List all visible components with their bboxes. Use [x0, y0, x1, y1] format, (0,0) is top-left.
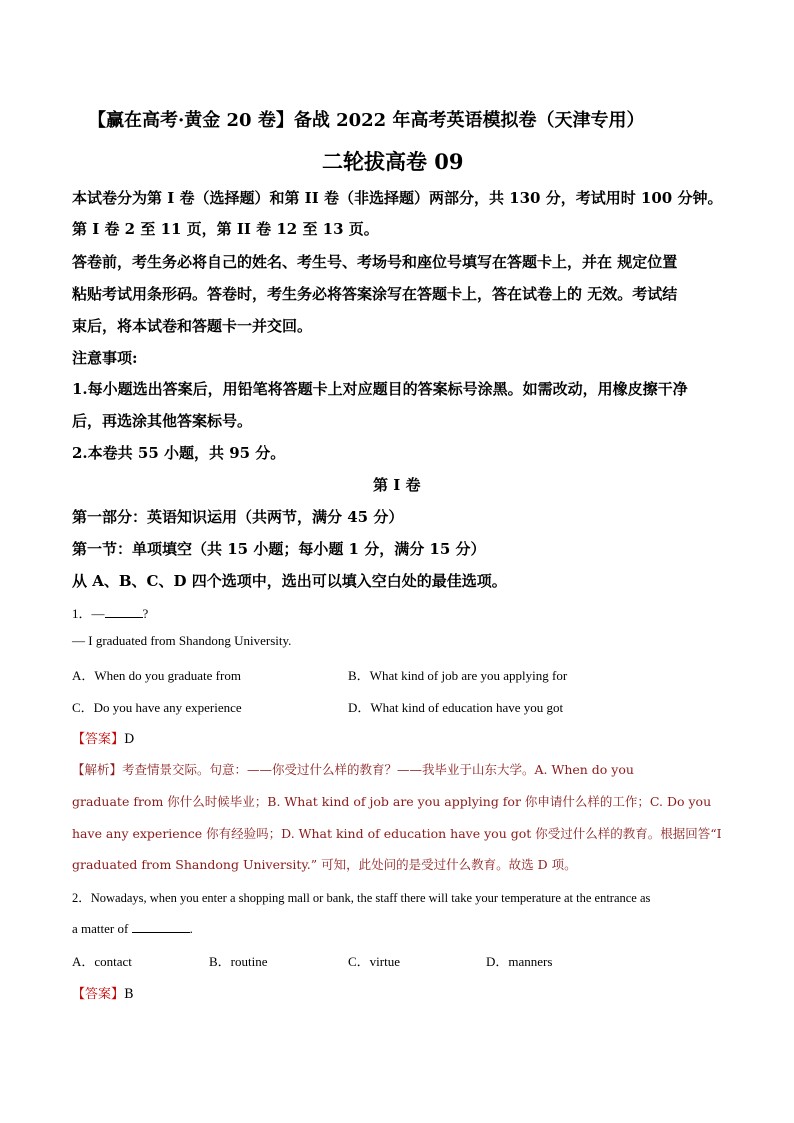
- answer-value: B: [124, 987, 134, 1002]
- notes-line: 1.每小题选出答案后，用铅笔将答题卡上对应题目的答案标号涂黑。如需改动，用橡皮擦干净: [72, 380, 688, 398]
- instruction-text: 从 A、B、C、D 四个选项中，选出可以填入空白处的最佳选项。: [72, 572, 507, 590]
- notes-heading: 注意事项:: [72, 349, 138, 367]
- subsection-heading: 第一节：单项填空（共 15 小题；每小题 1 分，满分 15 分）: [72, 540, 486, 558]
- notes-line: 2.本卷共 55 小题，共 95 分。: [72, 444, 286, 462]
- question-1-stem: [72, 603, 148, 622]
- intro-line: 本试卷分为第 I 卷（选择题）和第 II 卷（非选择题）两部分，共 130 分，考试用时 100 分钟。: [72, 189, 723, 207]
- explanation-line: have any experience 你有经验吗；D. What kind of education have you got 你受过什么样的教育。根据回答“I: [72, 826, 722, 841]
- option-a: A．contact: [72, 954, 132, 969]
- part-heading: 第一部分：英语知识运用（共两节，满分 45 分）: [72, 508, 404, 526]
- explanation-line: [72, 760, 634, 778]
- option-c: C．Do you have any experience: [72, 700, 242, 715]
- question-1-suffix: ?: [142, 606, 149, 621]
- question-2-suffix: .: [189, 921, 193, 936]
- exam-subtitle: 二轮拔高卷 09: [322, 149, 464, 174]
- question-1-prefix: 1．—: [72, 606, 105, 621]
- answer-value: D: [124, 732, 135, 747]
- answer-line: [72, 728, 134, 747]
- explanation-text: 考查情景交际。句意：——你受过什么样的教育？——我毕业于山东大学。A. When do you: [122, 762, 634, 777]
- question-2-stem-cont: [72, 920, 193, 937]
- explanation-label: 【解析】: [72, 762, 123, 777]
- question-1-reply: — I graduated from Shandong University.: [72, 633, 292, 648]
- volume-heading: 第 I 卷: [373, 476, 421, 494]
- explanation-line: graduate from 你什么时候毕业；B. What kind of job are you applying for 你申请什么样的工作；C. Do you: [72, 794, 712, 809]
- answer-label: 【答案】: [72, 732, 125, 747]
- question-2-prefix: a matter of: [72, 921, 129, 936]
- option-c: C．virtue: [348, 954, 400, 969]
- option-d: D．What kind of education have you got: [348, 700, 564, 715]
- option-b: B．routine: [209, 954, 268, 969]
- answer-blank: [105, 605, 143, 618]
- option-b: B．What kind of job are you applying for: [348, 668, 568, 683]
- notes-line: 后，再选涂其他答案标号。: [72, 412, 253, 430]
- answer-blank: [132, 920, 190, 933]
- explanation-line: graduated from Shandong University.” 可知，此处问的是受过什么教育。故选 D 项。: [72, 857, 577, 872]
- question-2-stem: 2．Nowadays, when you enter a shopping mall or bank, the staff there will take your temperature at the entrance as: [72, 891, 651, 905]
- exam-title: 【赢在高考·黄金 20 卷】备战 2022 年高考英语模拟卷（天津专用）: [88, 110, 645, 131]
- option-a: A．When do you graduate from: [72, 668, 241, 683]
- intro-line: 束后，将本试卷和答题卡一并交回。: [72, 317, 313, 335]
- intro-line: 答卷前，考生务必将自己的姓名、考生号、考场号和座位号填写在答题卡上，并在 规定位置: [72, 253, 678, 271]
- intro-line: 粘贴考试用条形码。答卷时，考生务必将答案涂写在答题卡上，答在试卷上的 无效。考试结: [72, 285, 678, 303]
- answer-label: 【答案】: [72, 987, 125, 1002]
- answer-line: [72, 983, 134, 1002]
- intro-line: 第 I 卷 2 至 11 页，第 II 卷 12 至 13 页。: [72, 220, 379, 238]
- option-d: D．manners: [486, 954, 553, 969]
